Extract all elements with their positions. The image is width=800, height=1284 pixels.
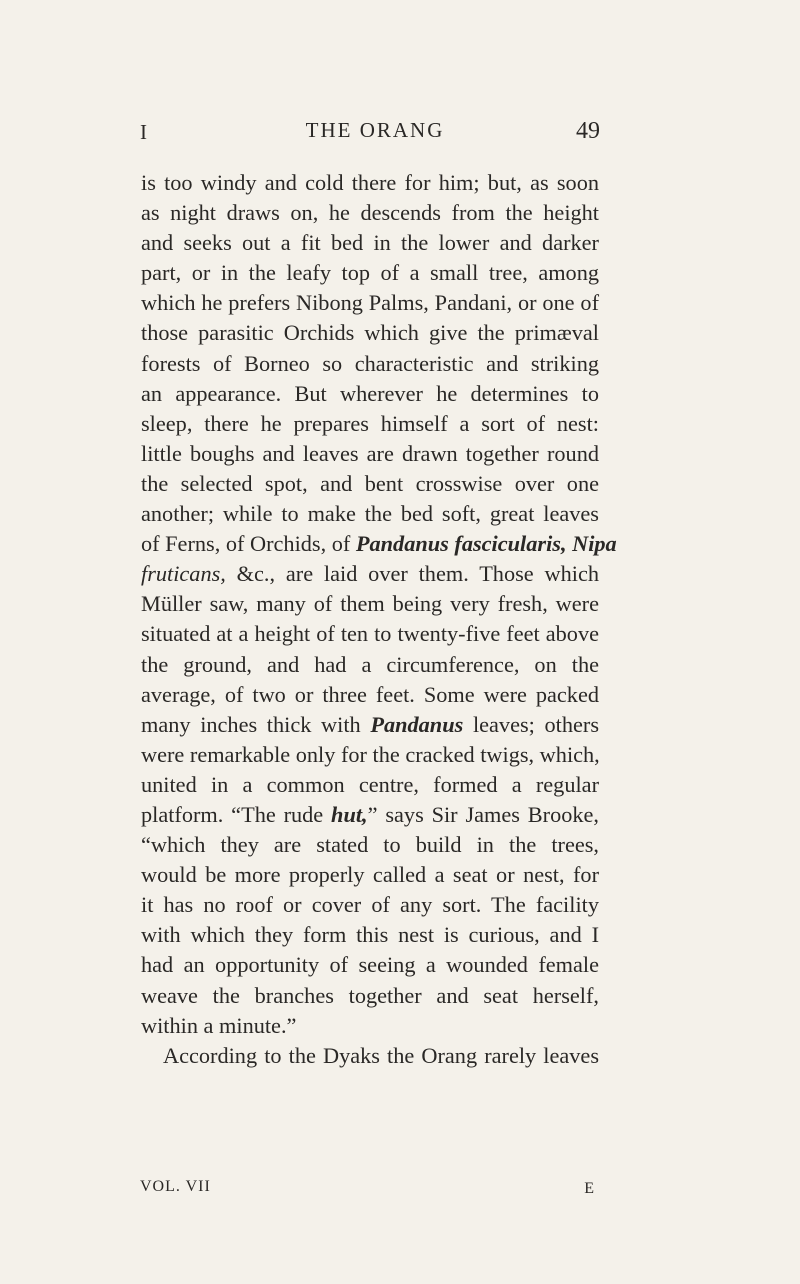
text-segment: weave the branches together and seat herself, xyxy=(141,982,599,1008)
text-line xyxy=(141,710,599,740)
page-number: 49 xyxy=(576,118,600,144)
running-title: THE ORANG xyxy=(305,118,445,142)
italic-text: hut, xyxy=(331,801,368,827)
text-line xyxy=(141,559,599,589)
text-segment: another; while to make the bed soft, great leaves xyxy=(141,501,599,527)
text-segment: situated at a height of ten to twenty-five feet above xyxy=(141,621,599,647)
text-line xyxy=(141,409,599,439)
text-line xyxy=(141,890,599,920)
text-segment: it has no roof or cover of any sort. The facility xyxy=(141,892,599,918)
italic-text: fruticans, xyxy=(141,561,226,587)
text-segment: were remarkable only for the cracked twigs, which, xyxy=(141,741,600,767)
text-line xyxy=(141,168,599,198)
text-segment: those parasitic Orchids which give the primæval xyxy=(141,320,599,346)
text-line xyxy=(141,740,599,770)
text-line xyxy=(141,529,617,559)
text-segment: the ground, and had a circumference, on the xyxy=(141,651,599,677)
text-segment: an appearance. But wherever he determines to xyxy=(141,380,599,406)
text-line xyxy=(141,920,599,950)
text-line xyxy=(141,258,599,288)
text-segment: and seeks out a fit bed in the lower and darker xyxy=(141,230,599,256)
text-line xyxy=(141,950,599,980)
text-segment: platform. “The rude xyxy=(141,801,332,827)
text-line xyxy=(141,1011,599,1041)
text-segment: with which they form this nest is curious, and I xyxy=(141,922,599,948)
text-line xyxy=(141,198,599,228)
text-line xyxy=(141,469,599,499)
body-text xyxy=(141,168,617,1071)
text-line xyxy=(141,379,599,409)
text-segment: part, or in the leafy top of a small tree, among xyxy=(141,260,599,286)
text-line xyxy=(141,981,599,1011)
text-line xyxy=(141,800,599,830)
text-line xyxy=(141,650,599,680)
running-header xyxy=(140,118,600,148)
text-segment: which he prefers Nibong Palms, Pandani, or one of xyxy=(141,290,599,316)
text-segment: ” says Sir James Brooke, xyxy=(367,801,599,827)
text-segment: within a minute.” xyxy=(141,1012,297,1038)
text-segment: little boughs and leaves are drawn together round xyxy=(141,440,599,466)
text-line xyxy=(141,349,599,379)
text-segment: the selected spot, and bent crosswise over one xyxy=(141,470,599,496)
text-line xyxy=(141,860,599,890)
text-segment: sleep, there he prepares himself a sort of nest: xyxy=(141,410,599,436)
text-segment: is too windy and cold there for him; but, as soon xyxy=(141,170,599,195)
text-line xyxy=(141,228,599,258)
text-segment: Müller saw, many of them being very fresh, were xyxy=(141,591,599,617)
text-segment: as night draws on, he descends from the height xyxy=(141,200,599,226)
page-footer xyxy=(140,1178,594,1208)
text-line xyxy=(141,680,599,710)
italic-text: Pandanus xyxy=(370,711,464,737)
chapter-number: I xyxy=(140,120,148,144)
text-segment: of Ferns, of Orchids, of xyxy=(141,531,356,557)
text-segment: leaves; others xyxy=(463,711,599,737)
text-segment: united in a common centre, formed a regular xyxy=(141,771,599,797)
signature-mark: E xyxy=(584,1180,594,1197)
text-line xyxy=(141,619,599,649)
text-line xyxy=(141,318,599,348)
italic-text: Pandanus fascicularis, Nipa xyxy=(355,531,617,557)
text-segment: According to the Dyaks the Orang rarely leaves xyxy=(163,1042,599,1068)
text-line xyxy=(141,770,599,800)
text-segment: many inches thick with xyxy=(141,711,371,737)
text-line xyxy=(141,288,599,318)
text-line xyxy=(141,830,599,860)
text-line xyxy=(141,1041,599,1071)
text-line xyxy=(141,499,599,529)
text-segment: &c., are laid over them. Those which xyxy=(225,561,599,587)
text-line xyxy=(141,589,599,619)
text-line xyxy=(141,439,599,469)
text-segment: would be more properly called a seat or nest, for xyxy=(141,862,599,888)
text-segment: “which they are stated to build in the trees, xyxy=(141,832,599,858)
text-segment: average, of two or three feet. Some were packed xyxy=(141,681,599,707)
text-segment: had an opportunity of seeing a wounded female xyxy=(141,952,599,978)
text-segment: forests of Borneo so characteristic and striking xyxy=(141,350,599,376)
volume-mark: VOL. VII xyxy=(140,1178,211,1195)
